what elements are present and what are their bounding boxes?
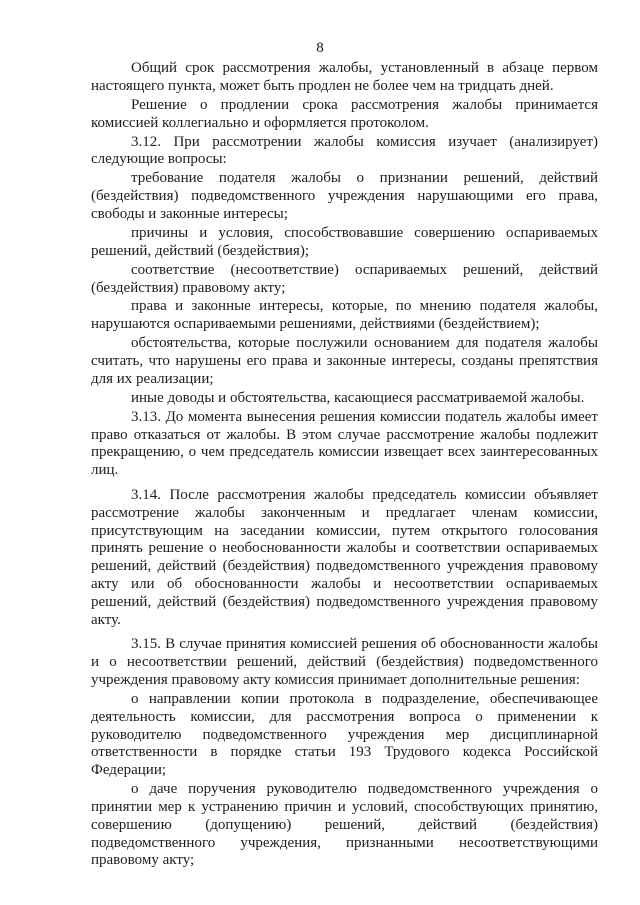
- list-item-other-arguments: иные доводы и обстоятельства, касающиеся рассматриваемой жалобы.: [131, 389, 585, 406]
- paragraph-extension-decision: Решение о продлении срока рассмотрения жалобы принимается комиссией коллегиально и оформляется протоколом.: [91, 96, 598, 131]
- page-number: 8: [316, 40, 324, 56]
- document-body: [91, 60, 598, 871]
- list-item-causes: причины и условия, способствовавшие совершению оспариваемых решений, действий (бездействия);: [91, 224, 598, 259]
- list-item-protocol-copy: о направлении копии протокола в подразделение, обеспечивающее деятельность комиссии, для рассмотрения вопроса о применении к руководителю подведомственного учреждения мер дисциплинарной ответственности в порядке статьи 193 Трудового кодекса Российской Федерации;: [91, 690, 598, 779]
- paragraph-3-12: 3.12. При рассмотрении жалобы комиссия изучает (анализирует) следующие вопросы:: [91, 133, 598, 168]
- paragraph-review-term: Общий срок рассмотрения жалобы, установленный в абзаце первом настоящего пункта, может быть продлен не более чем на тридцать дней.: [91, 60, 598, 94]
- list-item-circumstances: обстоятельства, которые послужили основанием для подателя жалобы считать, что нарушены его права и законные интересы, созданы препятствия для их реализации;: [91, 335, 598, 387]
- paragraph-3-13: 3.13. До момента вынесения решения комиссии податель жалобы имеет право отказаться от жалобы. В этом случае рассмотрение жалобы подлежит прекращению, о чем председатель комиссии извещает всех заинтересованных лиц.: [91, 408, 598, 479]
- list-item-rights: права и законные интересы, которые, по мнению подателя жалобы, нарушаются оспариваемыми решениями, действиями (бездействием);: [91, 298, 598, 333]
- list-item-compliance: соответствие (несоответствие) оспариваемых решений, действий (бездействия) правовому акту;: [91, 261, 598, 296]
- paragraph-3-15: 3.15. В случае принятия комиссией решения об обоснованности жалобы и о несоответствии решений, действий (бездействия) подведомственного учреждения правовому акту комиссия принимает дополнительные решения:: [91, 636, 598, 688]
- paragraph-3-14: 3.14. После рассмотрения жалобы председатель комиссии объявляет рассмотрение жалобы законченным и предлагает членам комиссии, присутствующим на заседании комиссии, путем открытого голосования принять решение о необоснованности жалобы и соответствии оспариваемых решений, действий (бездействия) подведомственного учреждения правовому акту или об обоснованности жалобы и несоответствии оспариваемых решений, действий (бездействия) подведомственного учреждения правовому акту.: [91, 487, 598, 628]
- list-item-instruction: о даче поручения руководителю подведомственного учреждения о принятии мер к устранению причин и условий, способствующих принятию, совершению (допущению) решений, действий (бездействия) подведомственного учреждения, признанными несоответствующими правовому акту;: [91, 781, 598, 869]
- list-item-requirement: требование подателя жалобы о признании решений, действий (бездействия) подведомственного учреждения нарушающими его права, свободы и законные интересы;: [91, 170, 598, 222]
